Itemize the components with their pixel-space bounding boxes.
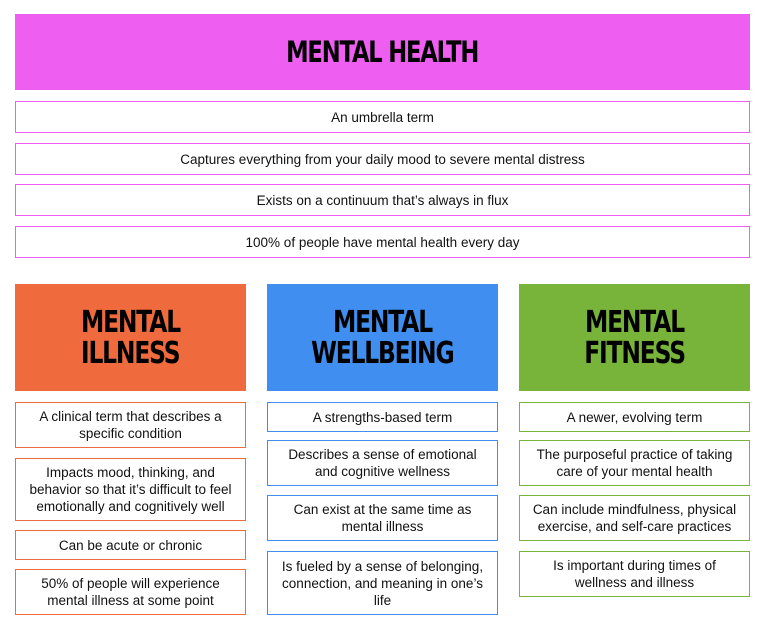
mental-illness-title-line1: MENTAL xyxy=(80,304,181,340)
mental-wellbeing-header xyxy=(267,284,498,391)
mental-wellbeing-item-describes: Describes a sense of emotional and cognitive wellness xyxy=(267,440,498,486)
mental-health-row-everyone: 100% of people have mental health every day xyxy=(15,226,750,258)
mental-fitness-item-important: Is important during times of wellness and illness xyxy=(519,551,750,597)
mental-illness-item-clinical: A clinical term that describes a specific condition xyxy=(15,402,246,448)
mental-fitness-title-line2: FITNESS xyxy=(584,335,685,371)
mental-illness-item-acute: Can be acute or chronic xyxy=(15,530,246,560)
mental-wellbeing-title-line2: WELLBEING xyxy=(311,335,454,371)
mental-illness-item-fifty-percent: 50% of people will experience mental illness at some point xyxy=(15,569,246,615)
mental-health-row-continuum: Exists on a continuum that’s always in flux xyxy=(15,184,750,216)
mental-health-row-captures: Captures everything from your daily mood to severe mental distress xyxy=(15,143,750,175)
mental-health-header xyxy=(15,14,750,90)
mental-wellbeing-item-coexist: Can exist at the same time as mental illness xyxy=(267,495,498,541)
mental-fitness-header xyxy=(519,284,750,391)
mental-fitness-title-line1: MENTAL xyxy=(584,304,685,340)
mental-illness-item-impacts: Impacts mood, thinking, and behavior so that it’s difficult to feel emotionally and cognitively well xyxy=(15,458,246,521)
mental-fitness-item-newer: A newer, evolving term xyxy=(519,402,750,432)
mental-wellbeing-item-strengths: A strengths-based term xyxy=(267,402,498,432)
mental-wellbeing-item-fueled: Is fueled by a sense of belonging, connection, and meaning in one’s life xyxy=(267,551,498,615)
mental-fitness-item-mindfulness: Can include mindfulness, physical exercise, and self-care practices xyxy=(519,495,750,541)
mental-fitness-item-practice: The purposeful practice of taking care of your mental health xyxy=(519,440,750,486)
mental-wellbeing-title-line1: MENTAL xyxy=(332,304,433,340)
mental-health-row-umbrella: An umbrella term xyxy=(15,101,750,133)
mental-health-title: MENTAL HEALTH xyxy=(286,34,479,69)
mental-illness-header xyxy=(15,284,246,391)
mental-illness-title-line2: ILLNESS xyxy=(81,335,180,371)
